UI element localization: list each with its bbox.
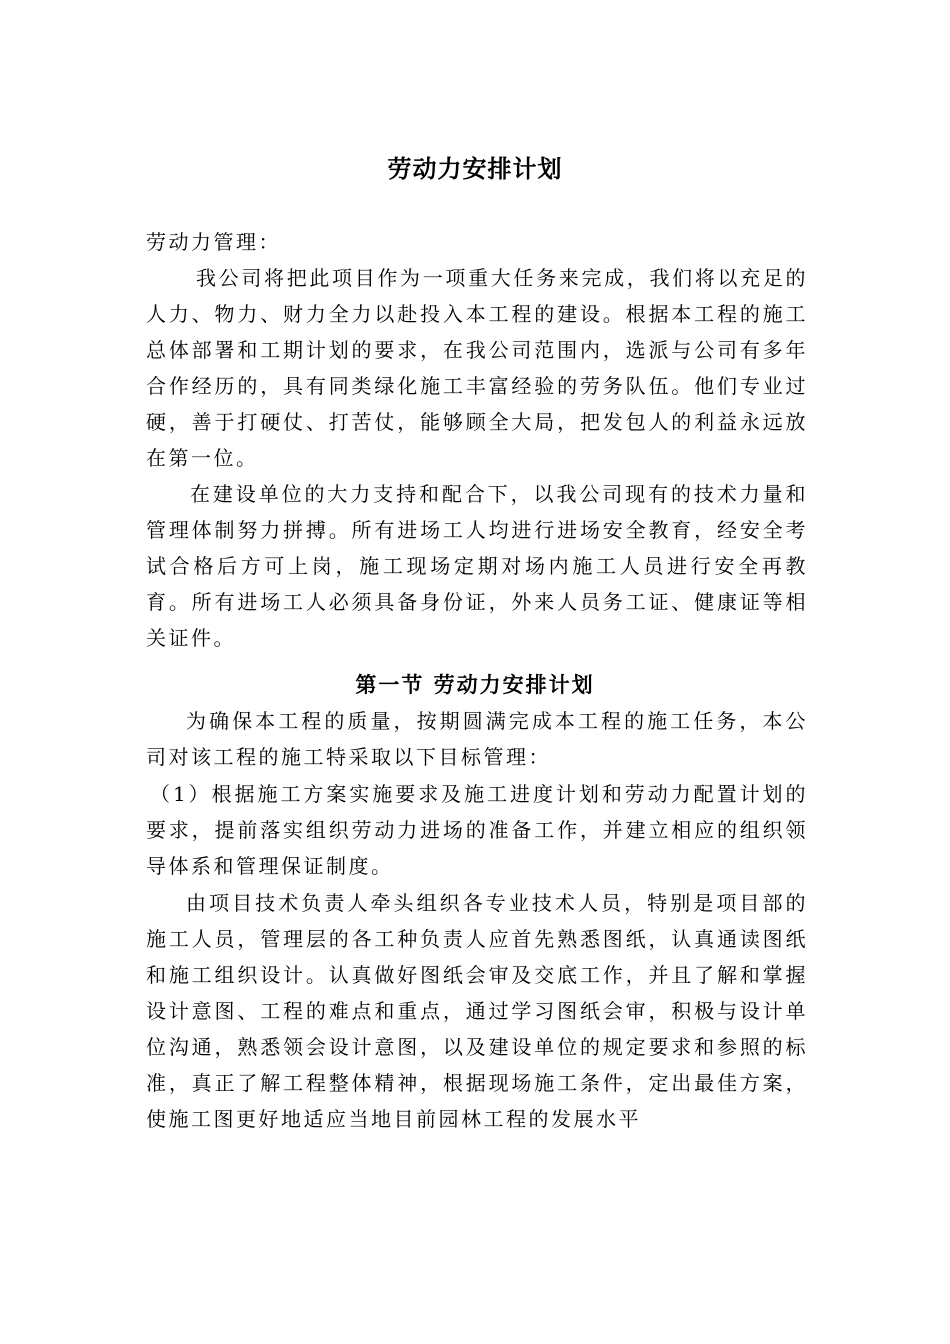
section-heading: 第一节 劳动力安排计划 <box>355 672 595 697</box>
list-item: （1）根据施工方案实施要求及施工进度计划和劳动力配置计划的要求，提前落实组织劳动力进场的准备工作，并建立相应的组织领导体系和管理保证制度。 <box>146 782 808 878</box>
document-title: 劳动力安排计划 <box>387 154 563 183</box>
paragraph: 在建设单位的大力支持和配合下，以我公司现有的技术力量和管理体制努力拼搏。所有进场工人均进行进场安全教育，经安全考试合格后方可上岗，施工现场定期对场内施工人员进行安全再教育。所有进场工人必须具备身份证，外来人员务工证、健康证等相关证件。 <box>146 482 808 650</box>
paragraph: 由项目技术负责人牵头组织各专业技术人员，特别是项目部的施工人员，管理层的各工种负责人应首先熟悉图纸，认真通读图纸和施工组织设计。认真做好图纸会审及交底工作，并且了解和掌握设计意图、工程的难点和重点，通过学习图纸会审，积极与设计单位沟通，熟悉领会设计意图，以及建设单位的规定要求和参照的标准，真正了解工程整体精神，根据现场施工条件，定出最佳方案，使施工图更好地适应当地目前园林工程的发展水平 <box>146 891 808 1131</box>
paragraph: 我公司将把此项目作为一项重大任务来完成，我们将以充足的人力、物力、财力全力以赴投入本工程的建设。根据本工程的施工总体部署和工期计划的要求，在我公司范围内，选派与公司有多年合作经历的，具有同类绿化施工丰富经验的劳务队伍。他们专业过硬，善于打硬仗、打苦仗，能够顾全大局，把发包人的利益永远放在第一位。 <box>146 266 808 470</box>
paragraph: 为确保本工程的质量，按期圆满完成本工程的施工任务，本公司对该工程的施工特采取以下目标管理： <box>146 709 808 769</box>
section-label: 劳动力管理： <box>146 230 281 254</box>
